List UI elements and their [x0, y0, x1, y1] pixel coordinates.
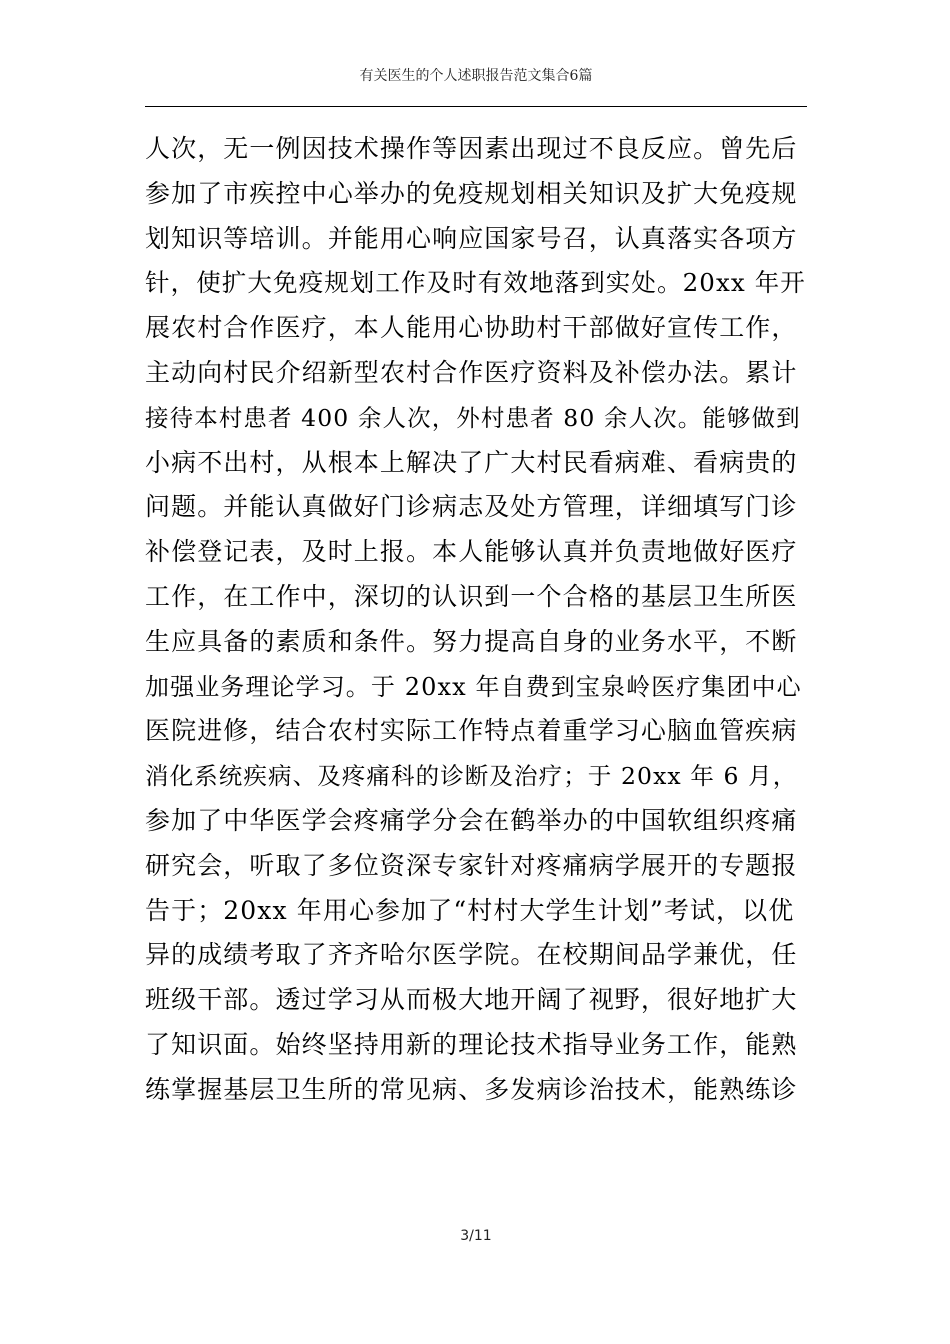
text-line: 人次，无一例因技术操作等因素出现过不良反应。曾先后 — [145, 134, 798, 163]
text-line: 医院进修，结合农村实际工作特点着重学习心脑血管疾病 — [145, 716, 798, 746]
text-line: 补偿登记表，及时上报。本人能够认真并负责地做好医疗 — [145, 537, 798, 567]
text-line: 工作，在工作中，深切的认识到一个合格的基层卫生所医 — [145, 581, 798, 611]
text-line: 小病不出村，从根本上解决了广大村民看病难、看病贵的 — [145, 447, 798, 477]
header-divider — [145, 106, 807, 107]
page-header-title: 有关医生的个人述职报告范文集合6篇 — [359, 68, 593, 84]
text-line: 划知识等培训。并能用心响应国家号召，认真落实各项方 — [145, 223, 798, 253]
body-text — [145, 127, 807, 1113]
text-line: 加强业务理论学习。于 20xx 年自费到宝泉岭医疗集团中心 — [145, 672, 802, 701]
text-line: 参加了中华医学会疼痛学分会在鹤举办的中国软组织疼痛 — [145, 805, 798, 835]
text-line: 告于；20xx 年用心参加了“村村大学生计划”考试，以优 — [145, 895, 795, 925]
text-line: 针，使扩大免疫规划工作及时有效地落到实处。20xx 年开 — [145, 268, 806, 298]
text-line: 主动向村民介绍新型农村合作医疗资料及补偿办法。累计 — [145, 357, 798, 387]
page-number: 3/11 — [460, 1228, 492, 1244]
text-line: 异的成绩考取了齐齐哈尔医学院。在校期间品学兼优，任 — [145, 940, 798, 970]
text-line: 了知识面。始终坚持用新的理论技术指导业务工作，能熟 — [145, 1029, 798, 1059]
text-line: 练掌握基层卫生所的常见病、多发病诊治技术，能熟练诊 — [145, 1074, 798, 1104]
text-line: 研究会，听取了多位资深专家针对疼痛病学展开的专题报 — [145, 850, 798, 880]
text-line: 班级干部。透过学习从而极大地开阔了视野，很好地扩大 — [145, 985, 798, 1015]
text-line: 问题。并能认真做好门诊病志及处方管理，详细填写门诊 — [145, 492, 798, 522]
text-line: 接待本村患者 400 余人次，外村患者 80 余人次。能够做到 — [145, 403, 801, 432]
text-line: 生应具备的素质和条件。努力提高自身的业务水平，不断 — [145, 626, 798, 656]
text-line: 展农村合作医疗，本人能用心协助村干部做好宣传工作， — [145, 313, 798, 343]
text-line: 参加了市疾控中心举办的免疫规划相关知识及扩大免疫规 — [145, 178, 798, 208]
text-line: 消化系统疾病、及疼痛科的诊断及治疗；于 20xx 年 6 月， — [145, 762, 798, 791]
